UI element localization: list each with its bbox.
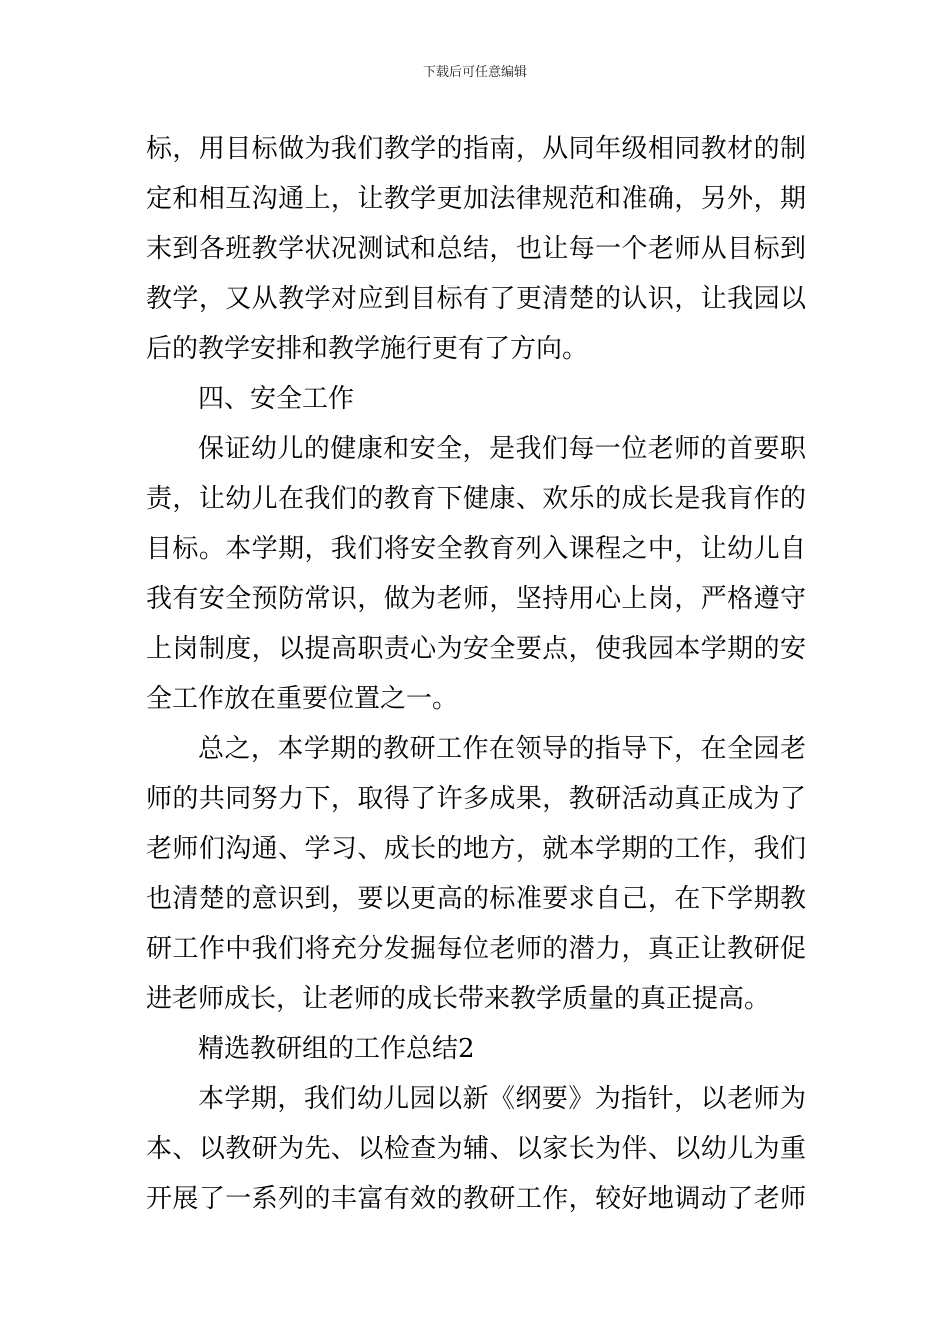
paragraph-semester-intro xyxy=(146,1074,806,1224)
section-heading: 四、安全工作 xyxy=(198,384,355,414)
text-line: 总之，本学期的教研工作在领导的指导下，在全园老 xyxy=(198,734,806,764)
text-line: 全工作放在重要位置之一。 xyxy=(146,684,459,714)
paragraph-safety xyxy=(146,424,806,724)
page-header-note: 下载后可任意编辑 xyxy=(422,65,527,80)
text-line: 标，用目标做为我们教学的指南，从同年级相同教材的制 xyxy=(146,134,806,164)
text-line: 我有安全预防常识，做为老师，坚持用心上岗，严格遵守 xyxy=(146,584,806,614)
paragraph-summary xyxy=(146,724,806,1024)
text-line: 研工作中我们将充分发掘每位老师的潜力，真正让教研促 xyxy=(146,934,806,964)
section-heading: 精选教研组的工作总结2 xyxy=(198,1034,475,1064)
section-heading-summary-2 xyxy=(146,1024,806,1074)
text-line: 责，让幼儿在我们的教育下健康、欢乐的成长是我肓作的 xyxy=(146,484,806,514)
text-line: 教学，又从教学对应到目标有了更清楚的认识，让我园以 xyxy=(146,284,806,314)
text-line: 末到各班教学状况测试和总结，也让每一个老师从目标到 xyxy=(146,234,806,264)
text-line: 师的共同努力下，取得了许多成果，教研活动真正成为了 xyxy=(146,784,806,814)
text-line: 保证幼儿的健康和安全，是我们每一位老师的首要职 xyxy=(198,434,806,464)
text-line: 进老师成长，让老师的成长带来教学质量的真正提高。 xyxy=(146,984,771,1014)
text-line: 目标。本学期，我们将安全教育列入课程之中，让幼儿自 xyxy=(146,534,806,564)
text-line: 后的教学安排和教学施行更有了方向。 xyxy=(146,334,589,364)
document-body xyxy=(146,124,806,1224)
text-line: 老师们沟通、学习、成长的地方，就本学期的工作，我们 xyxy=(146,834,806,864)
text-line: 上岗制度，以提高职责心为安全要点，使我园本学期的安 xyxy=(146,634,806,664)
text-line: 本、以教研为先、以检查为辅、以家长为伴、以幼儿为重 xyxy=(146,1134,806,1164)
text-line: 定和相互沟通上，让教学更加法律规范和准确，另外，期 xyxy=(146,184,806,214)
text-line: 开展了一系列的丰富有效的教研工作，较好地调动了老师 xyxy=(146,1184,806,1214)
paragraph-teaching-goals xyxy=(146,124,806,374)
text-line: 也清楚的意识到，要以更高的标准要求自己，在下学期教 xyxy=(146,884,806,914)
text-line: 本学期，我们幼儿园以新《纲要》为指针，以老师为 xyxy=(198,1084,806,1114)
section-heading-safety xyxy=(146,374,806,424)
